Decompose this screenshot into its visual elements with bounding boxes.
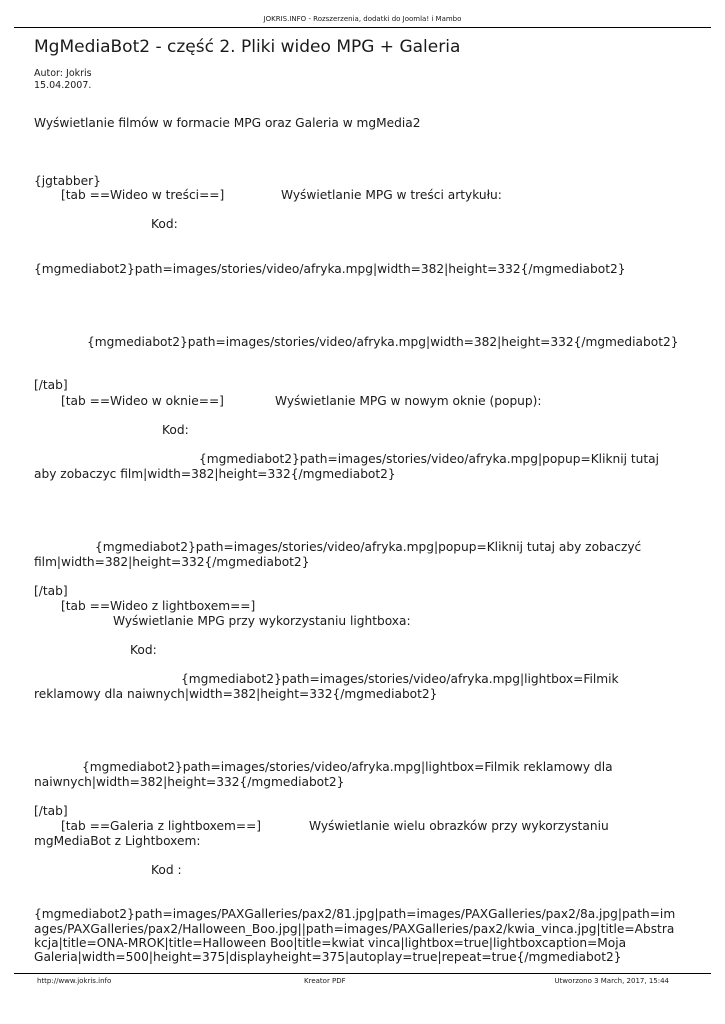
code-block-line: {mgmediabot2}path=images/PAXGalleries/pax2/81.jpg|path=images/PAXGalleries/pax2/8a.jpg|path=im	[34, 907, 676, 921]
tab-tag: [tab ==Wideo w oknie==]	[61, 394, 224, 408]
tab-tag: [tab ==Wideo z lightboxem==]	[61, 599, 256, 613]
tab-close-tag: [/tab]	[34, 378, 68, 392]
code-block: {mgmediabot2}path=images/stories/video/afryka.mpg|width=382|height=332{/mgmediabot2}	[34, 262, 626, 276]
tab-tag: [tab ==Wideo w treści==]	[61, 188, 225, 202]
tab-description-line: mgMediaBot z Lightboxem:	[34, 834, 201, 848]
footer-generator: Kreator PDF	[304, 977, 346, 985]
publish-date: 15.04.2007.	[34, 80, 92, 91]
tab-description-line: Wyświetlanie wielu obrazków przy wykorzystaniu	[309, 819, 609, 833]
rendered-output-line: naiwnych|width=382|height=332{/mgmediabot2}	[34, 775, 345, 789]
code-block-line: Galeria|width=500|height=375|displayheight=375|autoplay=true|repeat=true{/mgmediabot2}	[34, 950, 622, 964]
code-block-line: reklamowy dla naiwnych|width=382|height=332{/mgmediabot2}	[34, 687, 438, 701]
tab-description: Wyświetlanie MPG w treści artykułu:	[281, 188, 502, 202]
tab-description: Wyświetlanie MPG w nowym oknie (popup):	[275, 394, 542, 408]
intro-text: Wyświetlanie filmów w formacie MPG oraz Galeria w mgMedia2	[34, 116, 421, 130]
code-block-line: {mgmediabot2}path=images/stories/video/afryka.mpg|lightbox=Filmik	[181, 672, 619, 686]
header-divider	[14, 27, 711, 28]
footer-created: Utworzono 3 March, 2017, 15:44	[554, 977, 669, 985]
code-label: Kod:	[151, 217, 178, 231]
code-label: Kod:	[130, 643, 157, 657]
code-block-line: kcja|title=ONA-MROK|title=Halloween Boo|title=kwiat vinca|lightbox=true|lightboxcaption=Moja	[34, 936, 627, 950]
footer-url: http://www.jokris.info	[37, 977, 112, 985]
rendered-output-line: {mgmediabot2}path=images/stories/video/afryka.mpg|lightbox=Filmik reklamowy dla	[82, 760, 613, 774]
code-block-line: aby zobaczyc film|width=382|height=332{/mgmediabot2}	[34, 467, 396, 481]
article-title: MgMediaBot2 - część 2. Pliki wideo MPG + Galeria	[34, 37, 461, 57]
code-block-line: ages/PAXGalleries/pax2/Halloween_Boo.jpg||path=images/PAXGalleries/pax2/kwia_vinca.jpg|title=Abstra	[34, 922, 675, 936]
tab-tag: [tab ==Galeria z lightboxem==]	[61, 819, 262, 833]
tab-close-tag: [/tab]	[34, 804, 68, 818]
rendered-output-line: film|width=382|height=332{/mgmediabot2}	[34, 555, 310, 569]
code-block-line: {mgmediabot2}path=images/stories/video/afryka.mpg|popup=Kliknij tutaj	[199, 452, 660, 466]
code-label: Kod :	[151, 863, 182, 877]
code-label: Kod:	[162, 423, 189, 437]
tab-close-tag: [/tab]	[34, 584, 68, 598]
tab-description: Wyświetlanie MPG przy wykorzystaniu lightboxa:	[113, 614, 411, 628]
rendered-output: {mgmediabot2}path=images/stories/video/afryka.mpg|width=382|height=332{/mgmediabot2}	[87, 335, 679, 349]
author-line: Autor: Jokris	[34, 68, 92, 79]
rendered-output-line: {mgmediabot2}path=images/stories/video/afryka.mpg|popup=Kliknij tutaj aby zobaczyć	[95, 540, 642, 554]
footer-divider	[14, 973, 711, 974]
tabber-open-tag: {jgtabber}	[34, 174, 101, 188]
page-header: JOKRIS.INFO - Rozszerzenia, dodatki do Joomla! i Mambo	[263, 15, 462, 23]
